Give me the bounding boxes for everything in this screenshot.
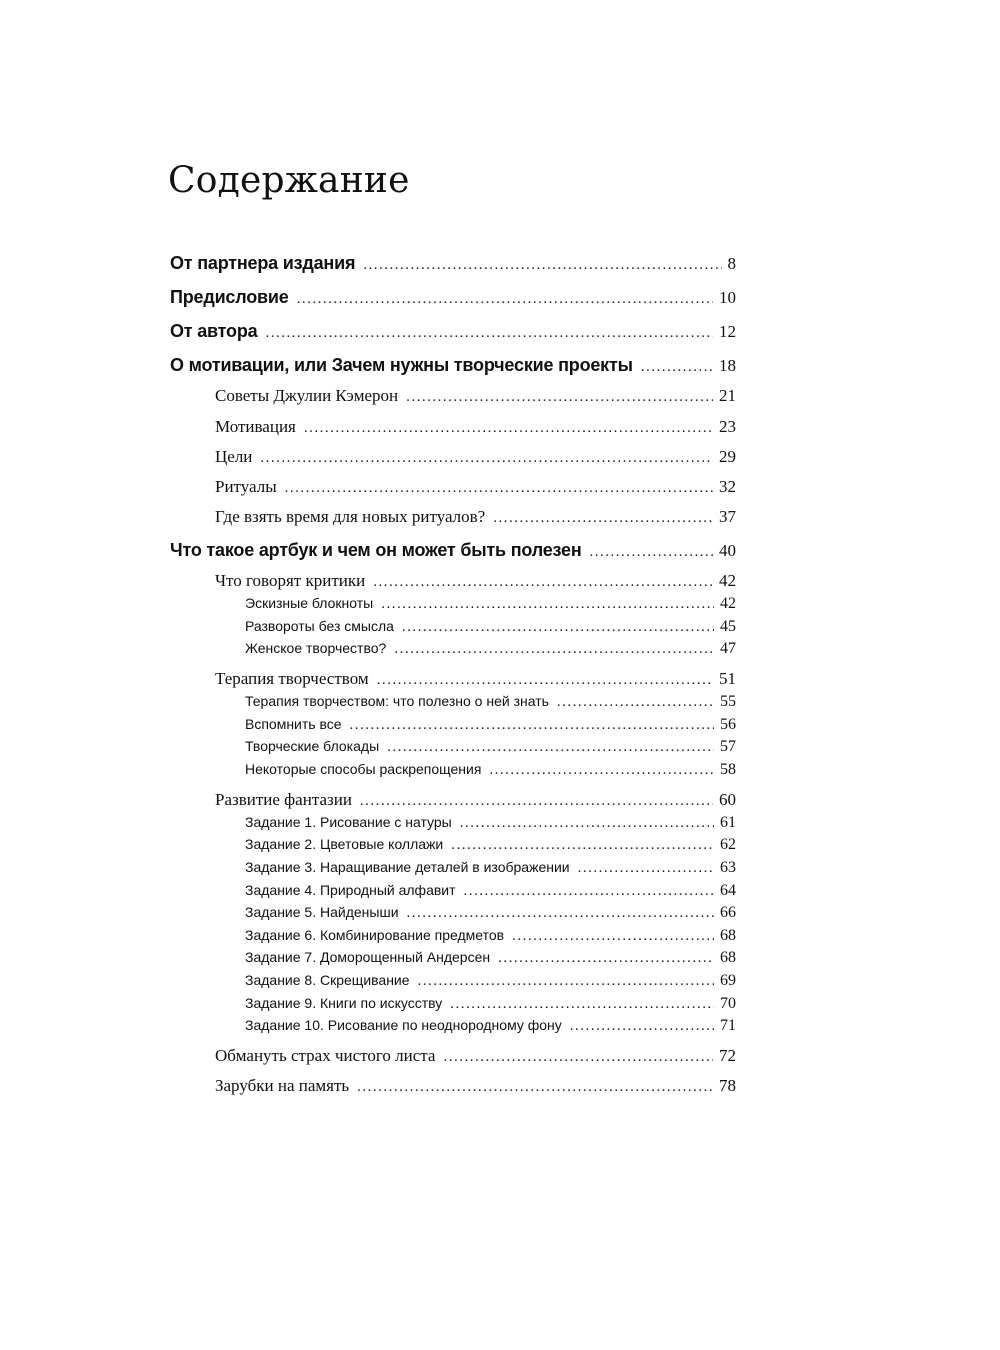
toc-entry-title: Обмануть страх чистого листа <box>215 1046 436 1065</box>
toc-leader-dots <box>373 574 713 591</box>
toc-leader-dots <box>450 996 714 1013</box>
toc-entry <box>170 355 736 376</box>
toc-leader-dots <box>387 739 714 756</box>
toc-entry <box>245 693 736 711</box>
toc-entry-title: Ритуалы <box>215 477 277 496</box>
toc-leader-dots <box>498 950 714 967</box>
toc-entry <box>245 640 736 658</box>
toc-entry-title: Терапия творчеством <box>215 669 369 688</box>
toc-entry <box>245 995 736 1013</box>
toc-entry <box>215 417 736 437</box>
toc-entry-page: 32 <box>719 477 736 496</box>
toc-entry-page: 62 <box>720 836 736 853</box>
toc-entry-page: 29 <box>719 447 736 466</box>
toc-entry-page: 8 <box>727 254 736 273</box>
toc-entry <box>245 927 736 945</box>
toc-leader-dots <box>260 450 713 467</box>
toc-leader-dots <box>460 815 714 832</box>
toc-entry-page: 45 <box>720 618 736 635</box>
toc-entry <box>245 595 736 613</box>
toc-entry <box>170 253 736 274</box>
toc-entry-title: Эскизные блокноты <box>245 595 374 611</box>
toc-leader-dots <box>350 717 714 734</box>
toc-leader-dots <box>377 672 713 689</box>
toc-entry-title: Творческие блокады <box>245 738 380 754</box>
toc-leader-dots <box>641 359 713 376</box>
toc-entry-title: Задание 2. Цветовые коллажи <box>245 836 444 852</box>
toc-entry-page: 12 <box>719 322 736 341</box>
toc-leader-dots <box>407 905 714 922</box>
toc-entry-title: Задание 7. Доморощенный Андерсен <box>245 949 491 965</box>
toc-entry-page: 70 <box>720 995 736 1012</box>
toc-entry-page: 72 <box>719 1046 736 1065</box>
toc-entry <box>245 814 736 832</box>
toc-entry-page: 37 <box>719 507 736 526</box>
toc-entry-page: 60 <box>719 790 736 809</box>
toc-entry-page: 56 <box>720 716 736 733</box>
toc-entry-page: 58 <box>720 761 736 778</box>
toc-entry <box>245 882 736 900</box>
toc-entry-page: 42 <box>720 595 736 612</box>
toc-leader-dots <box>493 510 713 527</box>
toc-leader-dots <box>285 480 713 497</box>
page-title: Содержание <box>168 160 410 201</box>
toc-entry-page: 23 <box>719 417 736 436</box>
toc-entry-title: Что говорят критики <box>215 571 366 590</box>
toc-entry-title: Задание 1. Рисование с натуры <box>245 814 452 830</box>
toc-leader-dots <box>570 1018 714 1035</box>
toc-entry-title: Советы Джулии Кэмерон <box>215 386 399 405</box>
toc-entry-page: 66 <box>720 904 736 921</box>
toc-entry <box>215 386 736 406</box>
toc-leader-dots <box>402 619 714 636</box>
toc-entry <box>215 447 736 467</box>
toc-entry-page: 47 <box>720 640 736 657</box>
toc-leader-dots <box>557 694 714 711</box>
toc-entry-page: 10 <box>719 288 736 307</box>
toc-entry-page: 55 <box>720 693 736 710</box>
toc-entry <box>245 618 736 636</box>
toc-entry-title: О мотивации, или Зачем нужны творческие проекты <box>170 355 633 375</box>
toc-entry-page: 64 <box>720 882 736 899</box>
toc-entry <box>245 972 736 990</box>
toc-leader-dots <box>360 793 713 810</box>
toc-entry <box>245 836 736 854</box>
toc-leader-dots <box>357 1079 713 1096</box>
toc-entry-title: Некоторые способы раскрепощения <box>245 761 482 777</box>
toc-leader-dots <box>304 420 713 437</box>
toc-leader-dots <box>464 883 714 900</box>
toc-leader-dots <box>406 389 713 406</box>
toc-leader-dots <box>590 544 713 561</box>
toc-entry <box>215 790 736 810</box>
toc-entry-page: 61 <box>720 814 736 831</box>
toc-entry-page: 68 <box>720 927 736 944</box>
toc-entry <box>245 716 736 734</box>
toc-entry-page: 78 <box>719 1076 736 1095</box>
toc-entry-title: Развороты без смысла <box>245 618 394 634</box>
toc-leader-dots <box>265 325 713 342</box>
toc-entry-page: 57 <box>720 738 736 755</box>
toc-entry-page: 69 <box>720 972 736 989</box>
toc-leader-dots <box>418 973 714 990</box>
toc-entry <box>245 904 736 922</box>
toc-entry <box>215 1046 736 1066</box>
toc-entry-title: Развитие фантазии <box>215 790 352 809</box>
toc-entry-title: Задание 6. Комбинирование предметов <box>245 927 505 943</box>
toc-entry-title: От автора <box>170 321 258 341</box>
toc-entry <box>215 477 736 497</box>
toc-leader-dots <box>381 596 714 613</box>
toc-entry <box>245 761 736 779</box>
toc-leader-dots <box>578 860 714 877</box>
toc-entry-title: Задание 3. Наращивание деталей в изображении <box>245 859 570 875</box>
toc-leader-dots <box>451 837 714 854</box>
toc-entry <box>245 1017 736 1035</box>
toc-entry-page: 68 <box>720 949 736 966</box>
toc-entry-title: Вспомнить все <box>245 716 342 732</box>
toc-entry-page: 63 <box>720 859 736 876</box>
toc-entry-title: Терапия творчеством: что полезно о ней знать <box>245 693 549 709</box>
toc-leader-dots <box>297 291 713 308</box>
toc-entry <box>215 669 736 689</box>
toc-entry-page: 18 <box>719 356 736 375</box>
toc-entry-page: 71 <box>720 1017 736 1034</box>
toc-entry-page: 21 <box>719 386 736 405</box>
toc-entry <box>215 507 736 527</box>
toc-entry-title: Задание 4. Природный алфавит <box>245 882 456 898</box>
toc-entry-title: Задание 5. Найденыши <box>245 904 399 920</box>
toc-entry-title: Где взять время для новых ритуалов? <box>215 507 486 526</box>
toc-entry-title: Задание 8. Скрещивание <box>245 972 410 988</box>
toc-leader-dots <box>363 257 721 274</box>
toc-entry <box>170 540 736 561</box>
toc-leader-dots <box>443 1049 713 1066</box>
toc-entry <box>245 949 736 967</box>
toc-entry-title: Задание 9. Книги по искусству <box>245 995 443 1011</box>
toc-entry-title: Мотивация <box>215 417 296 436</box>
toc-entry-title: Женское творчество? <box>245 640 387 656</box>
toc-entry-title: Зарубки на память <box>215 1076 350 1095</box>
toc-entry-title: Что такое артбук и чем он может быть полезен <box>170 540 582 560</box>
toc-entry <box>245 738 736 756</box>
toc-entry <box>215 571 736 591</box>
toc-entry-title: Цели <box>215 447 253 466</box>
toc-entry-title: От партнера издания <box>170 253 356 273</box>
toc-entry-title: Предисловие <box>170 287 289 307</box>
toc-leader-dots <box>489 762 714 779</box>
toc-leader-dots <box>512 928 714 945</box>
toc-entry-page: 40 <box>719 541 736 560</box>
toc-entry <box>170 321 736 342</box>
toc-entry <box>215 1076 736 1096</box>
toc-entry-page: 42 <box>719 571 736 590</box>
toc-entry <box>170 287 736 308</box>
toc-leader-dots <box>394 641 714 658</box>
toc-entry-page: 51 <box>719 669 736 688</box>
toc-entry <box>245 859 736 877</box>
toc-entry-title: Задание 10. Рисование по неоднородному фону <box>245 1017 562 1033</box>
